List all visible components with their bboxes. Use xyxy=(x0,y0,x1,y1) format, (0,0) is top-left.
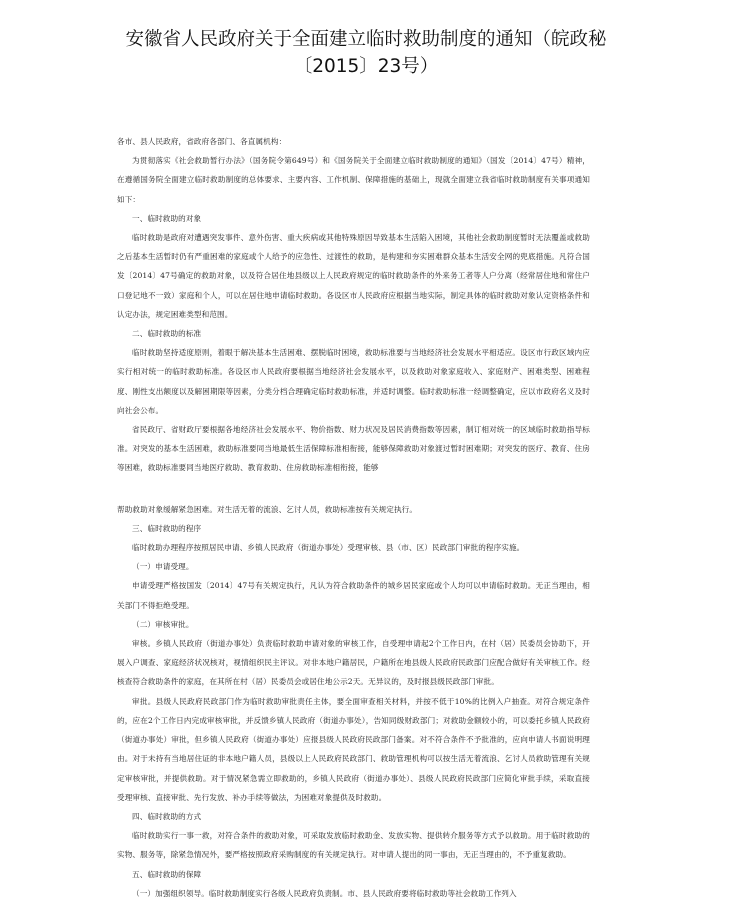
paragraph: 临时救助办理程序按照居民申请、乡镇人民政府（街道办事处）受理审核、县（市、区）民政部门审批的程序实施。 xyxy=(132,543,525,553)
paragraph: 三、临时救助的程序 xyxy=(132,523,202,533)
paragraph: 二、临时救助的标准 xyxy=(132,329,202,339)
paragraph: 审批。县级人民政府民政部门作为临时救助审批责任主体，要全面审查相关材料，并按不低于10%的比例入户抽查。对符合规定条件的，应在2个工作日内完成审核审批，并反馈乡镇人民政府（街道办事处），告知同级财政部门；对救助金额较小的，可以委托乡镇人民政府（街道办事处）审批，但乡镇人民政府（街道办事处）应报县级人民政府民政部门备案。对不符合条件不予批准的，应向申请人书面说明理由。对于未持有当地居住证的非本地户籍人员，县级以上人民政府民政部门、救助管理机构可以按生活无着流浪、乞讨人员救助管理有关规定审核审批，并提供救助。对于情况紧急需立即救助的，乡镇人民政府（街道办事处）、县级人民政府民政部门应简化审批手续，采取直接受理审核、直接审批、先行发放、补办手续等做法，为困难对象提供及时救助。 xyxy=(117,696,590,802)
paragraph: 为贯彻落实《社会救助暂行办法》（国务院令第649号）和《国务院关于全面建立临时救助制度的通知》（国发〔2014〕47号）精神，在遵循国务院全面建立临时救助制度的总体要求、主要内容、工作机制、保障措施的基础上，现就全面建立我省临时救助制度有关事项通知如下： xyxy=(117,156,590,204)
paragraph: 临时救助是政府对遭遇突发事件、意外伤害、重大疾病或其他特殊原因导致基本生活陷入困境，其他社会救助制度暂时无法覆盖或救助之后基本生活暂时仍有严重困难的家庭或个人给予的应急性、过渡性的救助，是构建和夯实困难群众基本生活安全网的兜底措施。凡符合国发〔2014〕47号确定的救助对象，以及符合居住地县级以上人民政府规定的临时救助条件的外来务工者等人户分离（经常居住地和常住户口登记地不一致）家庭和个人，可以在居住地申请临时救助。各设区市人民政府应根据当地实际，制定具体的临时救助对象认定资格条件和认定办法，规定困难类型和范围。 xyxy=(117,233,590,319)
paragraph: 帮助救助对象缓解紧急困难。对生活无着的流浪、乞讨人员，救助标准按有关规定执行。 xyxy=(117,504,418,514)
paragraph: 临时救助实行一事一救，对符合条件的救助对象，可采取发放临时救助金、发放实物、提供转介服务等方式予以救助。用于临时救助的实物、服务等，除紧急情况外，要严格按照政府采购制度的有关规定执行。对申请人提出的同一事由，无正当理由的，不予重复救助。 xyxy=(117,831,590,860)
paragraph: 省民政厅、省财政厅要根据各地经济社会发展水平、物价指数、财力状况及居民消费指数等因素，制订相对统一的区域临时救助指导标准。对突发的基本生活困难，救助标准要同当地最低生活保障标准相衔接，能够保障救助对象渡过暂时困难期；对突发的医疗、教育、住房等困难，救助标准要同当地医疗救助、教育救助、住房救助标准相衔接，能够 xyxy=(117,425,590,473)
paragraph: 审核。乡镇人民政府（街道办事处）负责临时救助申请对象的审核工作，自受理申请起2个工作日内，在村（居）民委员会协助下，开展入户调查、家庭经济状况核对，视情组织民主评议。对非本地户籍居民，户籍所在地县级人民政府民政部门应配合做好有关审核工作。经核查符合救助条件的家庭，在其所在村（居）民委员会或居住地公示2天。无异议的，及时报县级民政部门审批。 xyxy=(117,639,590,687)
paragraph: 申请受理严格按国发〔2014〕47号有关规定执行，凡认为符合救助条件的城乡居民家庭或个人均可以申请临时救助。无正当理由，相关部门不得拒绝受理。 xyxy=(117,581,590,610)
paragraph: 五、临时救助的保障 xyxy=(132,869,202,879)
paragraph: （一）申请受理。 xyxy=(132,562,194,572)
paragraph: 临时救助坚持适度原则，着眼于解决基本生活困难、摆脱临时困境，救助标准要与当地经济社会发展水平相适应。设区市行政区域内应实行相对统一的临时救助标准。各设区市人民政府要根据当地经济社会发展水平，以及救助对象家庭收入、家庭财产、困难类型、困难程度、刚性支出额度以及解困期限等因素，分类分档合理确定临时救助标准，并适时调整。临时救助标准一经调整确定，应以市政府名义及时向社会公布。 xyxy=(117,348,590,415)
paragraph: 四、临时救助的方式 xyxy=(132,811,202,821)
paragraph: （一）加强组织领导。临时救助制度实行各级人民政府负责制。市、县人民政府要将临时救助等社会救助工作列入 xyxy=(132,888,517,898)
document-title: 安徽省人民政府关于全面建立临时救助制度的通知（皖政秘〔2015〕23号） xyxy=(125,29,607,77)
paragraph: （二）审核审批。 xyxy=(132,619,194,629)
paragraph: 各市、县人民政府，省政府各部门、各直属机构： xyxy=(117,137,287,146)
document-body xyxy=(117,132,590,903)
paragraph: 一、临时救助的对象 xyxy=(132,213,202,223)
